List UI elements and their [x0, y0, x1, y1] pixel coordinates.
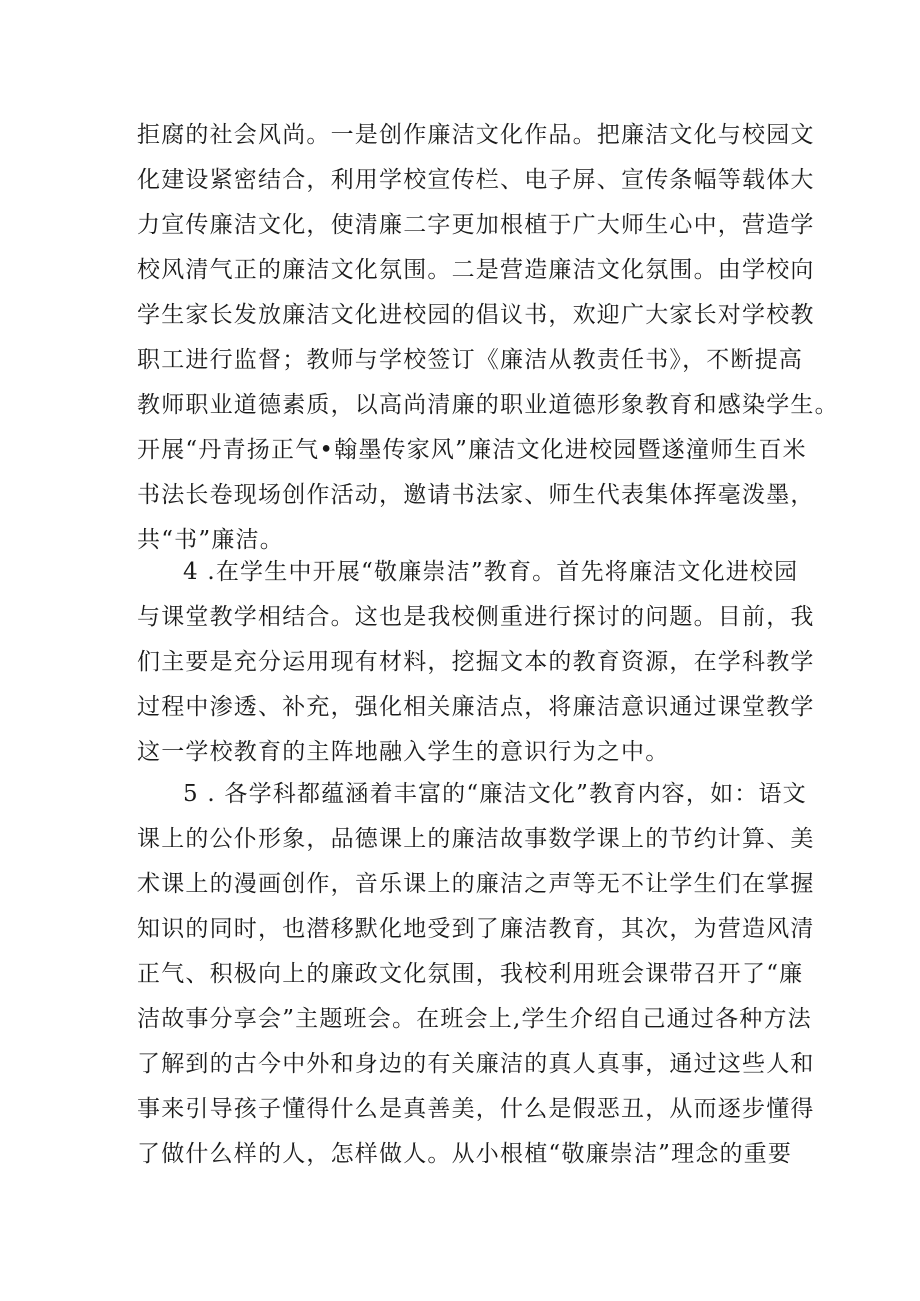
text-line: 5 . 各学科都蕴涵着丰富的“廉洁文化”教育内容，如：语文 [183, 781, 807, 807]
text-line: 学生家长发放廉洁文化进校园的倡议书，欢迎广大家长对学校教 [137, 302, 815, 328]
text-line: 力宣传廉洁文化，使清廉二字更加根植于广大师生心中，营造学 [137, 212, 815, 238]
text-line: 校风清气正的廉洁文化氛围。二是营造廉洁文化氛围。由学校向 [137, 257, 815, 283]
text-line: 这一学校教育的主阵地融入学生的意识行为之中。 [137, 739, 670, 765]
text-line: 洁故事分享会”主题班会。在班会上,学生介绍自己通过各种方法 [137, 1006, 812, 1032]
text-line: 知识的同时，也潜移默化地受到了廉洁教育，其次，为营造风清 [137, 916, 815, 942]
text-line: 拒腐的社会风尚。一是创作廉洁文化作品。把廉洁文化与校园文 [137, 122, 815, 148]
text-line: 与课堂教学相结合。这也是我校侧重进行探讨的问题。目前，我 [137, 604, 815, 630]
text-line: 术课上的漫画创作，音乐课上的廉洁之声等无不让学生们在掌握 [137, 871, 815, 897]
paragraph-3 [137, 772, 815, 1177]
text-line: 教师职业道德素质，以高尚清廉的职业道德形象教育和感染学生。 [137, 392, 839, 418]
text-line: 事来引导孩子懂得什么是真善美，什么是假恶丑，从而逐步懂得 [137, 1096, 815, 1122]
text-line: 化建设紧密结合，利用学校宣传栏、电子屏、宣传条幅等载体大 [137, 167, 815, 193]
text-line: 们主要是充分运用现有材料，挖掘文本的教育资源，在学科教学 [137, 649, 815, 675]
text-line: 4 .在学生中开展“敬廉崇洁”教育。首先将廉洁文化进校园 [183, 559, 799, 585]
text-line: 职工进行监督；教师与学校签订《廉洁从教责任书》，不断提高 [137, 347, 804, 373]
paragraph-2 [137, 550, 815, 775]
text-line: 过程中渗透、补充，强化相关廉洁点，将廉洁意识通过课堂教学 [137, 694, 815, 720]
text-line: 书法长卷现场创作活动，邀请书法家、师生代表集体挥毫泼墨， [137, 482, 815, 508]
text-line: 课上的公仆形象，品德课上的廉洁故事数学课上的节约计算、美 [137, 826, 815, 852]
text-line: 了解到的古今中外和身边的有关廉洁的真人真事，通过这些人和 [137, 1051, 815, 1077]
text-line: 开展“丹青扬正气•翰墨传家风”廉洁文化进校园暨遂潼师生百米 [137, 437, 807, 463]
text-line: 正气、积极向上的廉政文化氛围，我校利用班会课带召开了“廉 [137, 961, 804, 987]
paragraph-1 [137, 113, 839, 563]
text-line: 共“书”廉洁。 [137, 527, 284, 553]
text-line: 了做什么样的人，怎样做人。从小根植“敬廉崇洁”理念的重要 [137, 1141, 793, 1167]
